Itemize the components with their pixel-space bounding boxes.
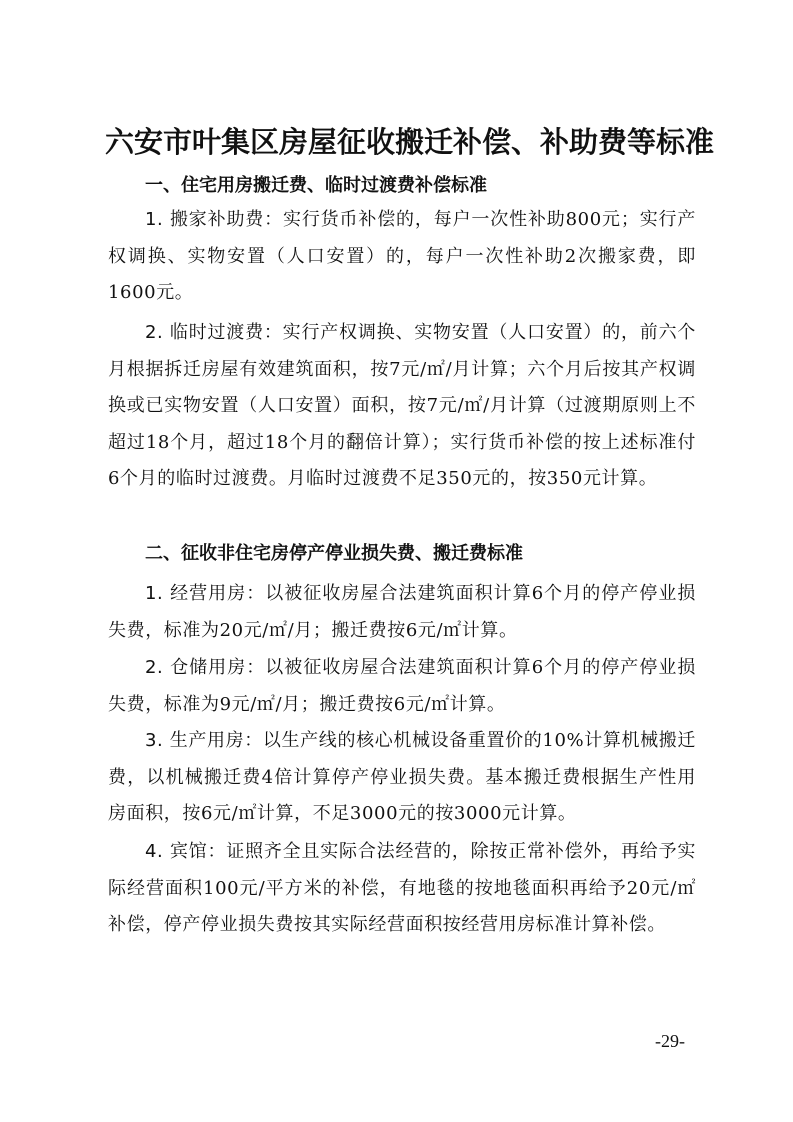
paragraph-lead: 3. 生产用房： [145,730,263,751]
paragraph-lead: 2. 临时过渡费： [145,322,283,343]
paragraph-body: 以生产线的核心机械设备重置价的10%计算机械搬迁费，以机械搬迁费4倍计算停产停业损失费。基本搬迁费根据生产性用房面积，按6元/㎡计算，不足3000元的按3000元计算。 [108,730,697,824]
section-heading-nonresidential: 二、征收非住宅房停产停业损失费、搬迁费标准 [145,543,523,564]
paragraph-storage-premises [108,650,696,723]
paragraph-transition-fee [108,315,696,498]
paragraph-business-premises [108,576,696,649]
paragraph-lead: 1. 搬家补助费： [145,209,283,230]
section-heading-residential: 一、住宅用房搬迁费、临时过渡费补偿标准 [145,175,487,196]
paragraph-body: 实行产权调换、实物安置（人口安置）的，前六个月根据拆迁房屋有效建筑面积，按7元/㎡/月计算；六个月后按其产权调换或已实物安置（人口安置）面积，按7元/㎡/月计算（过渡期原则上不超过18个月，超过18个月的翻倍计算）；实行货币补偿的按上述标准付6个月的临时过渡费。月临时过渡费不足350元的，按350元计算。 [108,322,696,489]
paragraph-body: 以被征收房屋合法建筑面积计算6个月的停产停业损失费，标准为20元/㎡/月；搬迁费按6元/㎡计算。 [108,583,696,641]
paragraph-lead: 1. 经营用房： [145,583,266,604]
paragraph-hotel [108,834,696,944]
paragraph-body: 以被征收房屋合法建筑面积计算6个月的停产停业损失费，标准为9元/㎡/月；搬迁费按6元/㎡计算。 [108,657,696,715]
document-title: 六安市叶集区房屋征收搬迁补偿、补助费等标准 [105,125,715,159]
paragraph-body: 证照齐全且实际合法经营的，除按正常补偿外，再给予实际经营面积100元/平方米的补偿，有地毯的按地毯面积再给予20元/㎡补偿，停产停业损失费按其实际经营面积按经营用房标准计算补偿。 [108,841,696,935]
paragraph-body: 实行货币补偿的，每户一次性补助800元；实行产权调换、实物安置（人口安置）的，每户一次性补助2次搬家费，即1600元。 [108,209,697,303]
paragraph-production-premises [108,723,696,833]
page-number: -29- [655,1031,685,1051]
paragraph-moving-subsidy [108,202,696,312]
paragraph-lead: 2. 仓储用房： [145,657,266,678]
paragraph-lead: 4. 宾馆： [145,841,227,862]
